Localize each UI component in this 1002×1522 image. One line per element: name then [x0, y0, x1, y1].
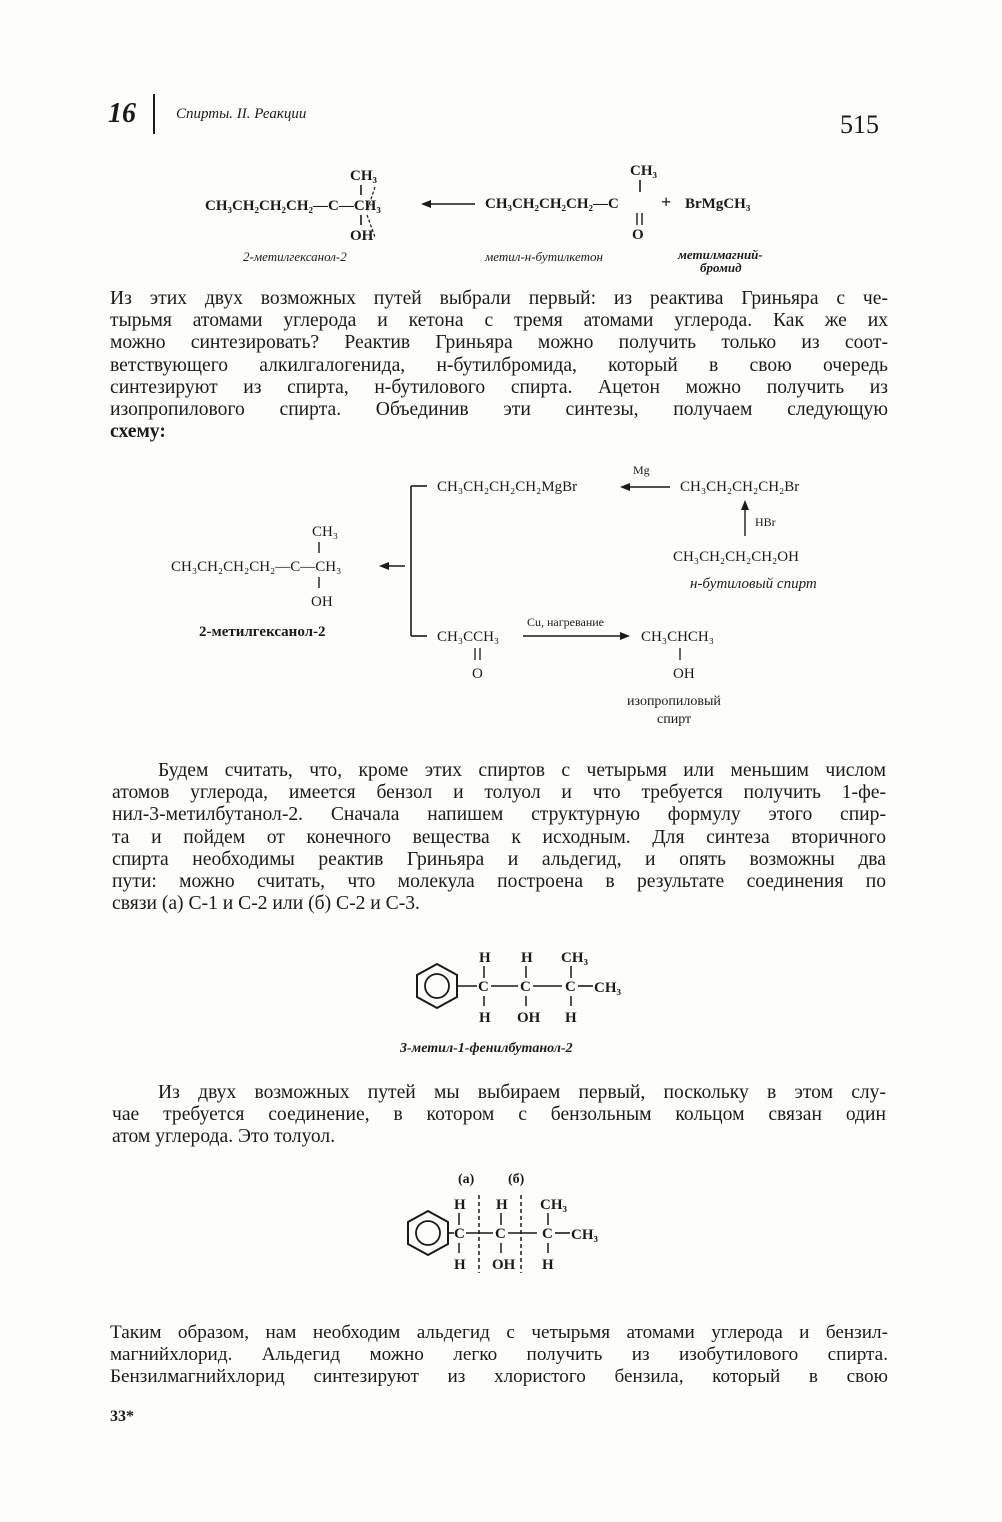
reagent-formula: BrMgCH₃: [685, 196, 751, 212]
text-line: ветствующего алкилгалогенида, н-бутилбромида, который в свою очередь: [110, 354, 888, 376]
chapter-title: Спирты. II. Реакции: [176, 106, 307, 122]
product-name: 2-метилгексанол-2: [199, 624, 326, 640]
structure-3-methyl-1-phenylbutanol: [395, 940, 655, 1060]
text-line: схему:: [110, 421, 166, 443]
ch3-top: CH₃: [540, 1197, 567, 1213]
text-line: магнийхлорид. Альдегид можно легко получить из изобутилового спирта.: [110, 1344, 888, 1366]
structure-label: 3-метил-1-фенилбутанол-2: [400, 1041, 573, 1056]
text-line: Будем считать, что, кроме этих спиртов с четырьмя или меньшим числом: [158, 760, 886, 781]
text-line: Из двух возможных путей мы выбираем первый, поскольку в этом слу-: [158, 1082, 886, 1103]
scheme-bracket: [411, 486, 427, 636]
right-ch3: CH₃: [630, 163, 657, 179]
text-line: пути: можно считать, что молекула построена в результате соединения по: [112, 871, 886, 893]
mg-label: Mg: [633, 463, 650, 477]
text-line: можно синтезировать? Реактив Гриньяра можно получить только из соот-: [110, 332, 888, 354]
h-bottom-1: H: [454, 1257, 466, 1273]
paragraph-4: [110, 1322, 888, 1389]
hydroxyl: OH: [517, 1010, 541, 1026]
hbr-label: HBr: [755, 515, 776, 529]
plus-sign: +: [661, 192, 672, 212]
text-line: синтезируют из спирта, н-бутилового спирта. Ацетон можно получить из: [110, 376, 888, 398]
carbon-2: C: [495, 1226, 506, 1242]
carbon-3: C: [542, 1226, 553, 1242]
carbon-1: C: [478, 979, 489, 995]
h-top-1: H: [454, 1197, 466, 1213]
h-bottom-3: H: [542, 1257, 554, 1273]
text-line: Бензилмагнийхлорид синтезируют из хлористого бензила, который в свою: [110, 1366, 888, 1388]
ch3-right: CH₃: [594, 980, 621, 996]
header-divider: [153, 94, 155, 134]
text-line: спирта необходимы реактив Гриньяра и альдегид, и опять возможны два: [112, 848, 886, 870]
h-bottom-3: H: [565, 1010, 577, 1026]
paragraph-2: [112, 760, 886, 915]
left-formula: CH₃CH₂CH₂CH₂—C—CH₃: [205, 198, 381, 214]
left-oh: OH: [350, 228, 374, 244]
label-methyl-butyl-ketone: метил-н-бутилкетон: [485, 249, 603, 264]
text-line: связи (а) C-1 и C-2 или (б) C-2 и C-3.: [112, 893, 420, 915]
benzene-ring-icon: [417, 964, 457, 1008]
ch3-right: CH₃: [571, 1227, 598, 1243]
text-line: изопропилового спирта. Объединив эти синтезы, получаем следующую: [110, 399, 888, 421]
isopropanol-name-2: спирт: [657, 712, 692, 727]
acetone-oxygen: O: [472, 666, 483, 682]
label-2-methylhexanol: 2-метилгексанол-2: [243, 249, 347, 264]
page-number: 515: [840, 110, 879, 139]
benzene-ring-icon: [408, 1211, 448, 1255]
label-reagent-2: бромид: [700, 260, 742, 275]
text-line: та и пойдем от конечного вещества к исходным. Для синтеза вторичного: [112, 826, 886, 848]
carbon-2: C: [520, 979, 531, 995]
text-line: атомов углерода, имеется бензол и толуол и что требуется получить 1-фе-: [112, 782, 886, 804]
carbon-1: C: [454, 1226, 465, 1242]
carbon-3: C: [565, 979, 576, 995]
butyl-bromide-formula: CH₃CH₂CH₂CH₂Br: [680, 479, 800, 495]
product-ch3: CH₃: [312, 524, 339, 540]
ketone-oxygen: O: [632, 227, 644, 243]
text-line: нил-3-метилбутанол-2. Сначала напишем структурную формулу этого спир-: [112, 804, 886, 826]
scheme-grignard-ketone: [195, 155, 815, 275]
paragraph-3: [112, 1082, 886, 1149]
h-top-2: H: [521, 950, 533, 966]
h-top-1: H: [479, 950, 491, 966]
isopropanol-oh: OH: [673, 666, 695, 682]
grignard-formula: CH₃CH₂CH₂CH₂MgBr: [437, 479, 578, 495]
scheme-synthesis: [165, 458, 845, 738]
paragraph-1: [110, 288, 888, 443]
text-line: атом углерода. Это толуол.: [112, 1126, 336, 1148]
text-line: тырьмя атомами углерода и кетона с тремя атомами углерода. Как же их: [110, 310, 888, 332]
isopropanol-name-1: изопропиловый: [627, 694, 721, 709]
product-oh: OH: [311, 594, 333, 610]
chapter-number: 16: [108, 98, 136, 129]
text-line: Из этих двух возможных путей выбрали первый: из реактива Гриньяра с че-: [110, 288, 888, 309]
h-bottom-1: H: [479, 1010, 491, 1026]
ch3-top: CH₃: [561, 950, 588, 966]
label-b: (б): [508, 1172, 525, 1187]
hydroxyl: OH: [492, 1257, 516, 1273]
label-reagent-1: метилмагний-: [678, 247, 763, 262]
conditions-label: Cu, нагревание: [527, 615, 605, 629]
butanol-name: н-бутиловый спирт: [690, 576, 817, 592]
structure-bond-cleavage: [390, 1165, 650, 1280]
text-line: чае требуется соединение, в котором с бензольным кольцом связан один: [112, 1104, 886, 1126]
acetone-formula: CH₃CCH₃: [437, 629, 500, 645]
left-ch3: CH₃: [350, 168, 377, 184]
retro-arrow: [421, 200, 475, 208]
text-line: Таким образом, нам необходим альдегид с четырьмя атомами углерода и бензил-: [110, 1322, 888, 1343]
ketone-formula: CH₃CH₂CH₂CH₂—C: [485, 196, 619, 212]
h-top-2: H: [496, 1197, 508, 1213]
butanol-formula: CH₃CH₂CH₂CH₂OH: [673, 549, 799, 565]
signature-mark: 33*: [110, 1408, 134, 1425]
product-formula: CH₃CH₂CH₂CH₂—C—CH₃: [171, 559, 342, 575]
isopropanol-formula: CH₃CHCH₃: [641, 629, 714, 645]
label-a: (а): [458, 1172, 475, 1187]
